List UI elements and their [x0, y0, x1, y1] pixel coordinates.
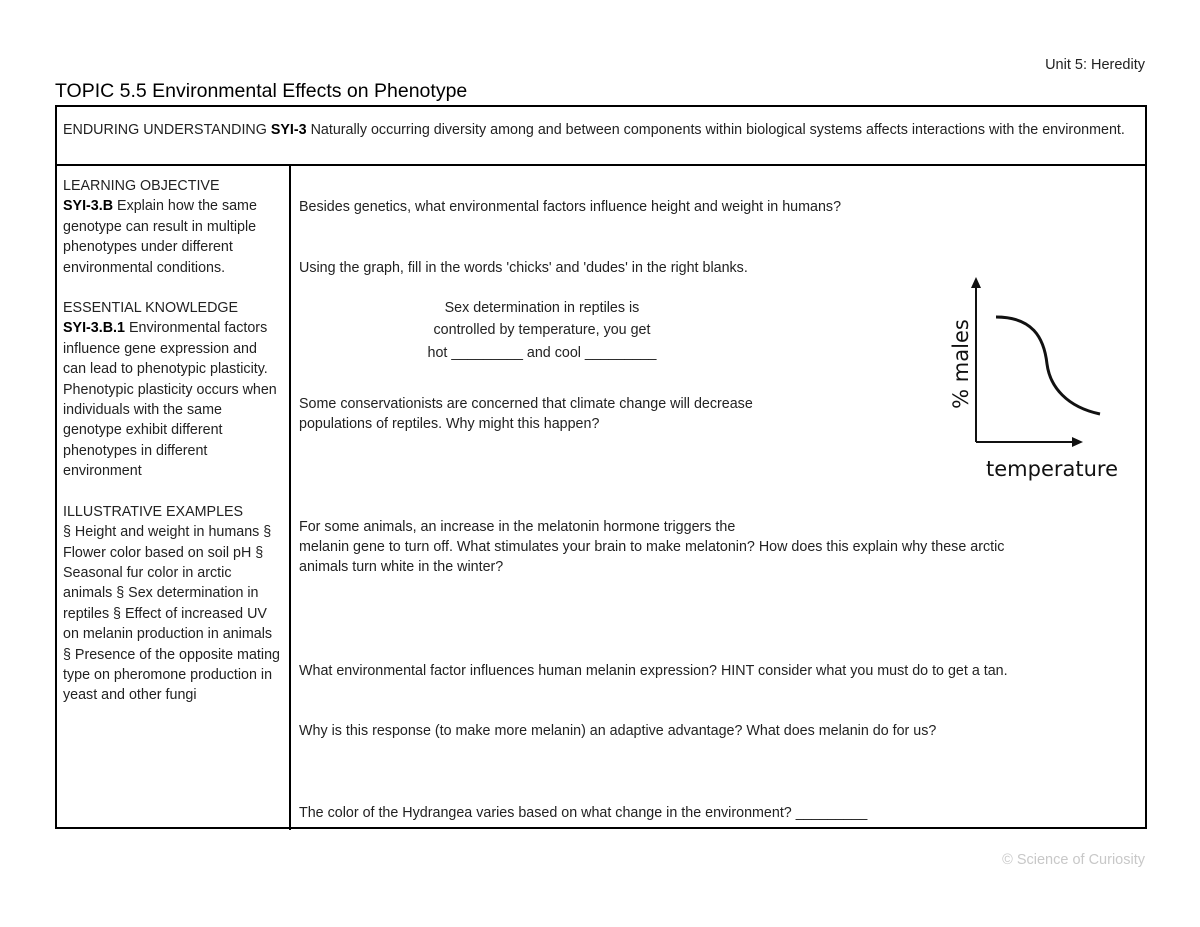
question-4-line-1: For some animals, an increase in the melatonin hormone triggers the [299, 519, 736, 535]
lo-label: LEARNING OBJECTIVE [63, 178, 220, 194]
ie-text: § Height and weight in humans § Flower color based on soil pH § Seasonal fur color in arctic animals § Sex determination in reptiles § Effect of increased UV on melanin production in animals § Presence of the opposite mating type on pheromone production in yeast and other fungi [63, 524, 280, 704]
eu-text: Naturally occurring diversity among and between components within biological systems affects interactions with the environment. [306, 122, 1125, 138]
eu-code: SYI-3 [270, 122, 307, 138]
x-axis-label: temperature [986, 457, 1118, 481]
question-2: Using the graph, fill in the words 'chicks' and 'dudes' in the right blanks. [299, 260, 748, 276]
question-4-line-3: animals turn white in the winter? [299, 559, 504, 575]
sex-determination-line-2: controlled by temperature, you get [433, 322, 651, 338]
ek-text: Environmental factors influence gene expression and can lead to phenotypic plasticity. Phenotypic plasticity occurs when individuals with the same genotype exhibit different phenotypes in different environment [63, 320, 277, 480]
illustrative-examples [63, 502, 283, 706]
unit-label: Unit 5: Heredity [1045, 57, 1145, 73]
table-bottom-border [55, 827, 1147, 829]
objectives-column [57, 166, 291, 830]
learning-objective [63, 176, 283, 278]
copyright-notice: © Science of Curiosity [1002, 852, 1145, 868]
y-axis-label: % males [949, 319, 973, 409]
question-7: The color of the Hydrangea varies based on what change in the environment? _________ [299, 805, 868, 821]
ie-label: ILLUSTRATIVE EXAMPLES [63, 503, 244, 520]
y-axis-arrow [971, 277, 981, 288]
question-3-line-1: Some conservationists are concerned that climate change will decrease [299, 396, 753, 412]
sex-determination-fill-in: hot _________ and cool _________ [427, 345, 657, 361]
question-3-line-2: populations of reptiles. Why might this happen? [299, 416, 600, 432]
topic-table [55, 105, 1147, 828]
essential-knowledge [63, 298, 283, 482]
question-6: Why is this response (to make more melanin) an adaptive advantage? What does melanin do for us? [299, 723, 937, 739]
x-axis-arrow [1072, 437, 1083, 447]
temperature-sex-graph [872, 272, 1152, 502]
ek-code: SYI-3.B.1 [63, 320, 125, 337]
question-5: What environmental factor influences human melanin expression? HINT consider what you must do to get a tan. [299, 663, 1008, 679]
sex-determination-line-1: Sex determination in reptiles is [444, 300, 640, 316]
question-4-line-2: melanin gene to turn off. What stimulates your brain to make melatonin? How does this explain why these arctic [299, 539, 1005, 555]
males-curve [996, 317, 1100, 414]
eu-label: ENDURING UNDERSTANDING [63, 122, 271, 138]
lo-text: Explain how the same genotype can result in multiple phenotypes under different environmental conditions. [63, 198, 257, 276]
enduring-understanding-row [57, 107, 1145, 166]
lo-code: SYI-3.B [63, 198, 114, 215]
question-1: Besides genetics, what environmental factors influence height and weight in humans? [299, 199, 842, 215]
page-title: TOPIC 5.5 Environmental Effects on Phenotype [55, 80, 468, 102]
ek-label: ESSENTIAL KNOWLEDGE [63, 300, 239, 317]
